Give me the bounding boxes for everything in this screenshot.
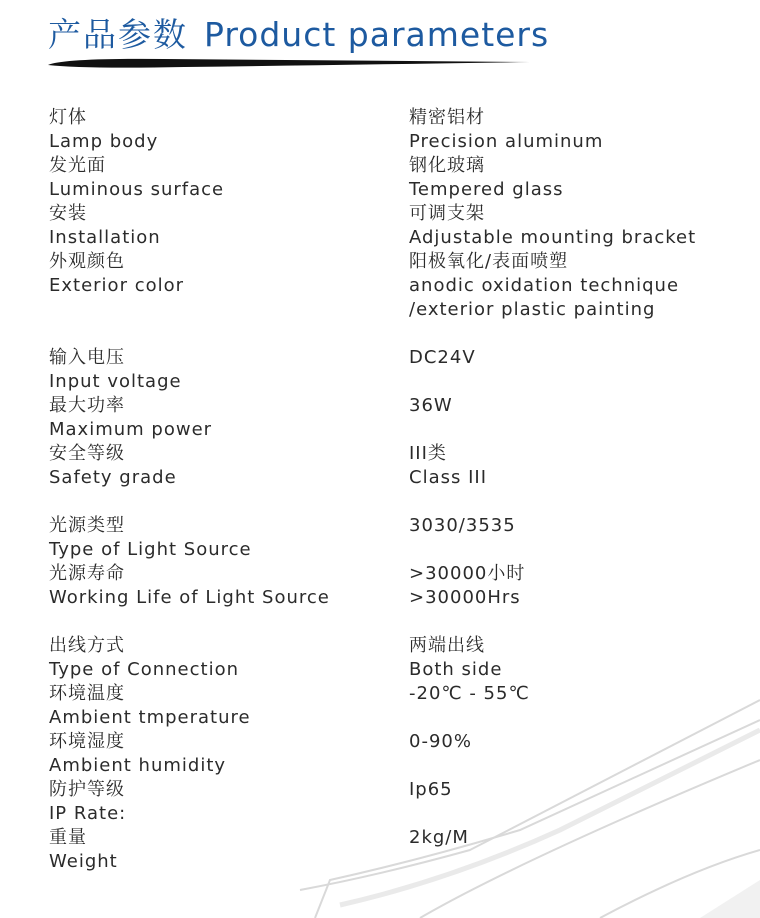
param-value: /exterior plastic painting [409, 299, 656, 320]
param-label-en: Type of Light Source [49, 539, 252, 560]
param-label-en: Weight [49, 851, 118, 872]
param-label-en: Maximum power [49, 419, 213, 440]
param-label-en: Working Life of Light Source [49, 587, 330, 608]
param-value: >30000小时 [409, 563, 526, 584]
param-value: 3030/3535 [409, 515, 516, 536]
param-value: III类 [409, 443, 447, 464]
param-label-cn: 光源寿命 [49, 563, 125, 584]
param-label-cn: 光源类型 [49, 515, 125, 536]
param-value: anodic oxidation technique [409, 275, 680, 296]
param-label-cn: 防护等级 [49, 779, 125, 800]
param-label-cn: 输入电压 [49, 347, 125, 368]
param-label-cn: 安全等级 [49, 443, 125, 464]
param-value: DC24V [409, 347, 476, 368]
param-label-cn: 环境温度 [49, 683, 125, 704]
param-value: Precision aluminum [409, 131, 604, 152]
param-label-cn: 发光面 [49, 155, 106, 176]
param-value: 阳极氧化/表面喷塑 [409, 251, 569, 272]
brush-underline [44, 56, 534, 70]
param-label-cn: 灯体 [49, 107, 87, 128]
param-label-cn: 重量 [49, 827, 87, 848]
param-label-cn: 最大功率 [49, 395, 125, 416]
param-value: Adjustable mounting bracket [409, 227, 697, 248]
param-label-cn: 外观颜色 [49, 251, 125, 272]
param-label-en: Ambient tmperature [49, 707, 251, 728]
param-value: 36W [409, 395, 453, 416]
param-value: 精密铝材 [409, 107, 485, 128]
param-value: 2kg/M [409, 827, 469, 848]
param-label-en: Ambient humidity [49, 755, 227, 776]
param-label-en: Lamp body [49, 131, 159, 152]
param-value: 钢化玻璃 [409, 155, 485, 176]
title-english: Product parameters [204, 15, 550, 54]
param-value: 两端出线 [409, 635, 485, 656]
title-chinese: 产品参数 [48, 15, 188, 54]
param-value: >30000Hrs [409, 587, 521, 608]
param-label-en: Type of Connection [49, 659, 239, 680]
param-value: Ip65 [409, 779, 453, 800]
param-value: Tempered glass [409, 179, 564, 200]
param-label-cn: 出线方式 [49, 635, 125, 656]
param-label-cn: 环境湿度 [49, 731, 125, 752]
param-label-en: Luminous surface [49, 179, 225, 200]
param-label-en: Installation [49, 227, 161, 248]
param-value: 0-90% [409, 731, 472, 752]
param-label-en: Input voltage [49, 371, 182, 392]
param-label-cn: 安装 [49, 203, 87, 224]
param-value: Both side [409, 659, 503, 680]
param-value: -20℃ - 55℃ [409, 683, 530, 704]
param-label-en: Exterior color [49, 275, 185, 296]
param-label-en: IP Rate: [49, 803, 127, 824]
param-value: Class III [409, 467, 488, 488]
param-label-en: Safety grade [49, 467, 177, 488]
param-value: 可调支架 [409, 203, 485, 224]
page-title [48, 14, 549, 56]
